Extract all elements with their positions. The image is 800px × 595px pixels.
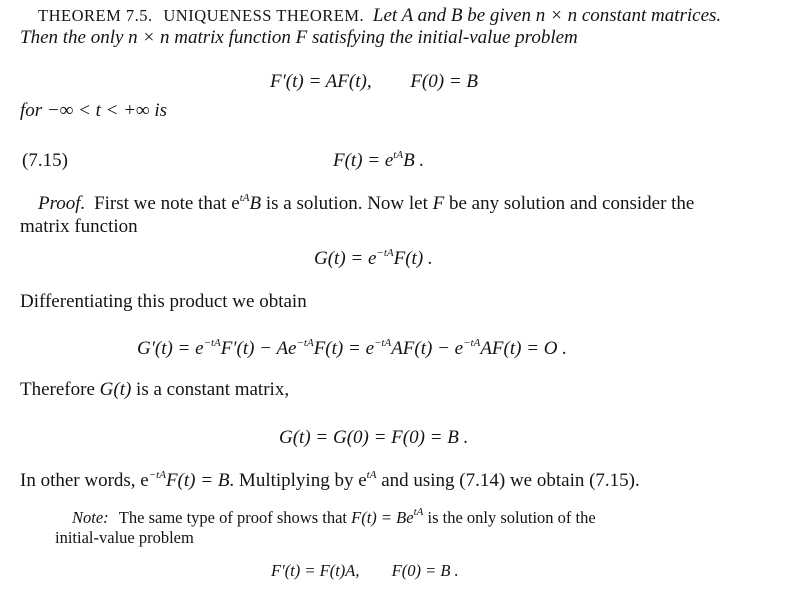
other-text-d: and using (7.14) we obtain (7.15). [376,470,640,491]
equation-7-15 [333,150,424,172]
g-derivative-equation [137,338,567,360]
proof-word: Proof. [38,193,86,214]
gp-exp-1: −tA [203,337,221,349]
g-def-lhs: G(t) = e [314,248,377,269]
other-exp-1: −tA [148,469,166,481]
proof-F: F [432,193,445,214]
in-other-words-line [20,470,640,492]
eq-7-15-exponent: tA [393,149,404,161]
proof-line-2: matrix function [20,216,138,237]
gp-part-1: G′(t) = e [137,338,204,359]
theorem-ivp [270,71,478,93]
gp-part-5: AF(t) = O . [480,338,567,359]
constant-equation: G(t) = G(0) = F(0) = B . [279,427,469,448]
note-ivp-1: F′(t) = F(t)A, [271,561,360,580]
other-text-b: F(t) = B [165,470,230,491]
proof-text-1a: First we note that e [94,193,240,214]
note-ivp-2: F(0) = B . [391,561,459,580]
note-text-b: F(t) = Be [351,508,414,527]
equation-label-7-15: (7.15) [22,150,68,171]
proof-text-1c: is a solution. Now let [261,193,433,214]
g-def-rhs: F(t) . [393,248,433,269]
theorem-domain: for −∞ < t < +∞ is [20,100,167,121]
differentiating-text: Differentiating this product we obtain [20,291,307,312]
ivp-equation-2: F(0) = B [410,71,479,92]
proof-exp-1: tA [239,192,250,204]
note-text-a: The same type of proof shows that [118,508,352,527]
g-definition [314,248,433,270]
theorem-statement-1: Let A and B be given n × n constant matrices. [372,5,722,26]
gp-exp-2: −tA [296,337,314,349]
gp-part-2: F′(t) − Ae [220,338,297,359]
gp-exp-4: −tA [463,337,481,349]
ivp-equation-1: F′(t) = AF(t), [270,71,372,92]
note-line-2: initial-value problem [55,528,194,547]
other-text-a: In other words, e [20,470,149,491]
g-def-exp: −tA [376,247,394,259]
theorem-statement-2: Then the only n × n matrix function F satisfying the initial-value problem [20,27,578,48]
gp-exp-3: −tA [374,337,392,349]
note-word: Note: [72,508,109,527]
theorem-heading [38,5,721,27]
eq-7-15-rhs: B . [403,150,425,171]
note-exp: tA [413,506,424,518]
therefore-G: G(t) [99,379,132,400]
proof-line-1 [38,193,694,215]
proof-B: B [249,193,262,214]
theorem-label: THEOREM 7.5. [38,6,153,25]
other-text-c: . Multiplying by e [229,470,367,491]
gp-part-4: AF(t) − e [391,338,464,359]
note-ivp [271,560,459,582]
note-line-1 [72,507,596,529]
therefore-text-a: Therefore [20,379,100,400]
note-text-c: is the only solution of the [423,508,596,527]
proof-text-1d: be any solution and consider the [444,193,695,214]
therefore-text-b: is a constant matrix, [131,379,290,400]
theorem-name: UNIQUENESS THEOREM. [163,6,365,25]
therefore-line [20,379,289,401]
eq-7-15-lhs: F(t) = e [333,150,394,171]
gp-part-3: F(t) = e [313,338,374,359]
other-exp-2: tA [366,469,377,481]
